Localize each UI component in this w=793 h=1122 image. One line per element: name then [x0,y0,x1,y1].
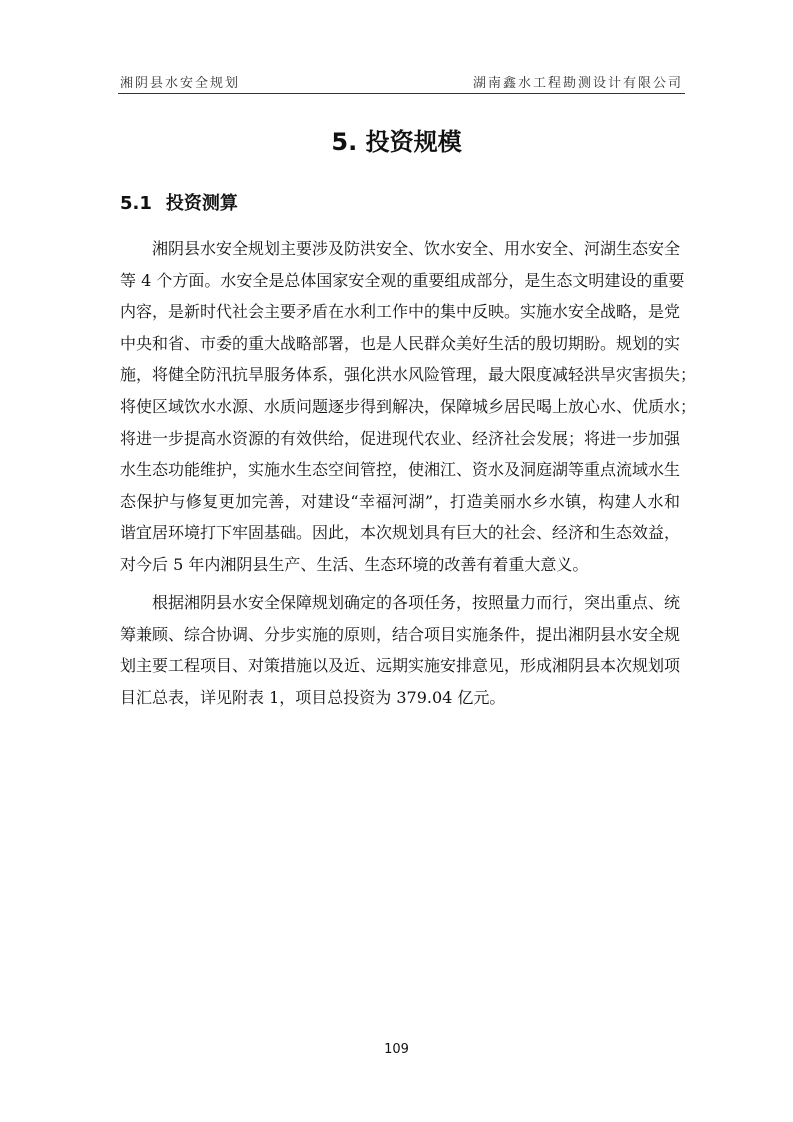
paragraph-line: 根据湘阴县水安全保障规划确定的各项任务，按照量力而行，突出重点、统 [120,593,681,612]
paragraph-line: 目汇总表，详见附表 1，项目总投资为 379.04 亿元。 [120,687,506,707]
chapter-title: 5. 投资规模 [331,128,462,156]
paragraph-line: 中央和省、市委的重大战略部署，也是人民群众美好生活的殷切期盼。规划的实 [120,333,681,353]
paragraph-line: 谐宜居环境打下牢固基础。因此，本次规划具有巨大的社会、经济和生态效益， [120,523,681,543]
paragraph-line: 等 4 个方面。水安全是总体国家安全观的重要组成部分，是生态文明建设的重要 [120,270,685,290]
paragraph-line: 将进一步提高水资源的有效供给，促进现代农业、经济社会发展；将进一步加强 [120,428,681,448]
paragraph-line: 筹兼顾、综合协调、分步实施的原则，结合项目实施条件，提出湘阴县水安全规 [120,624,681,644]
section-heading [120,189,238,215]
paragraph-line: 态保护与修复更加完善，对建设“幸福河湖”，打造美丽水乡水镇，构建人水和 [120,491,680,511]
page-number: 109 [384,1042,409,1057]
section-number: 5.1 [120,193,152,214]
header-document-title: 湘阴县水安全规划 [120,76,241,91]
paragraph-1 [120,233,697,581]
paragraph-line: 施，将健全防汛抗旱服务体系，强化洪水风险管理，最大限度减轻洪旱灾害损失； [120,365,697,385]
paragraph-line: 将使区域饮水水源、水质问题逐步得到解决，保障城乡居民喝上放心水、优质水； [120,396,697,416]
header-company-name: 湖南鑫水工程勘测设计有限公司 [472,76,683,91]
paragraph-line: 划主要工程项目、对策措施以及近、远期实施安排意见，形成湘阴县本次规划项 [120,656,681,676]
header-divider [118,93,685,94]
paragraph-line: 水生态功能维护，实施水生态空间管控，使湘江、资水及洞庭湖等重点流域水生 [120,460,681,480]
paragraph-line: 湘阴县水安全规划主要涉及防洪安全、饮水安全、用水安全、河湖生态安全 [120,239,681,258]
paragraph-line: 对今后 5 年内湘阴县生产、生活、生态环境的改善有着重大意义。 [120,554,589,574]
paragraph-2 [120,587,680,713]
section-title: 投资测算 [165,193,238,214]
paragraph-line: 内容，是新时代社会主要矛盾在水利工作中的集中反映。实施水安全战略，是党 [120,302,681,322]
